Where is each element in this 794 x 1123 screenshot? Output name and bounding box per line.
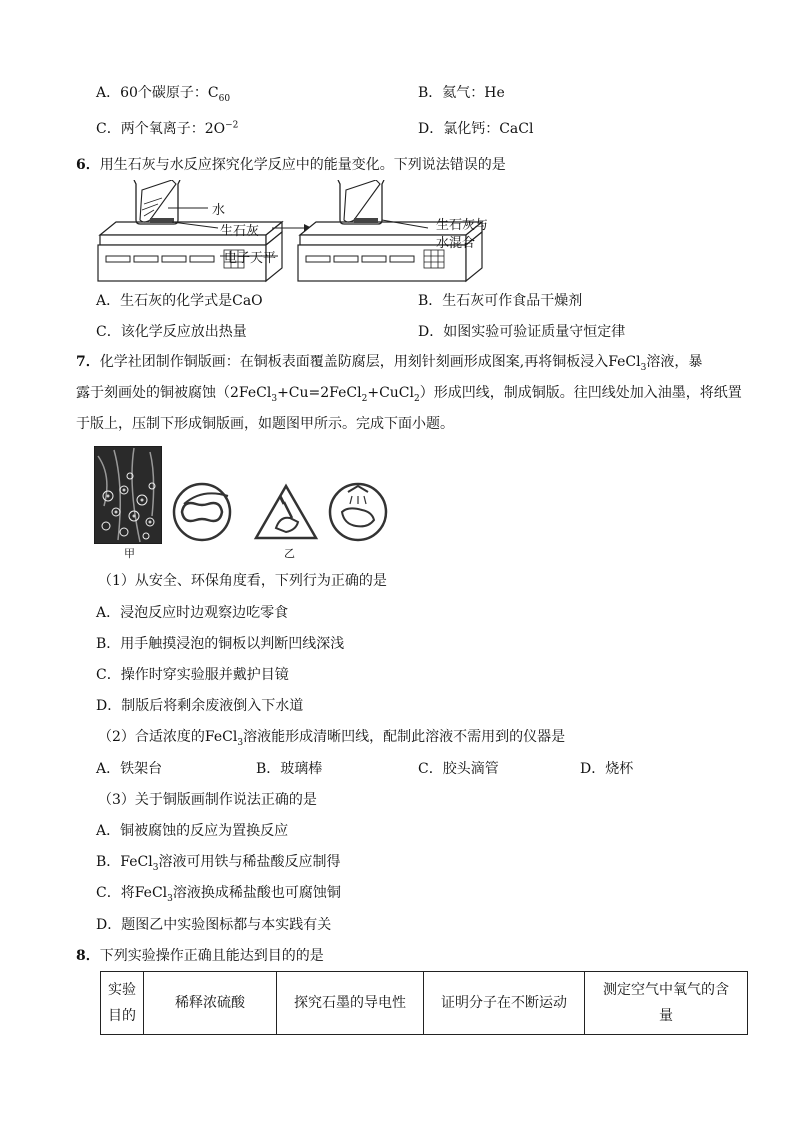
q7-stem-2d: ）形成凹线，制成铜版。往凹线处加入油墨，将纸置 (419, 385, 742, 401)
q5-option-b: B．氦气：He (418, 85, 505, 101)
table-cell (585, 972, 748, 1035)
table-row (101, 972, 748, 1035)
q7-sub1-option-c: C．操作时穿实验服并戴护目镜 (96, 667, 289, 683)
table-cell: 探究石墨的导电性 (277, 972, 424, 1035)
q7-sub1-option-d: D．制版后将剩余废液倒入下水道 (96, 698, 304, 714)
q8-stem-text: 下列实验操作正确且能达到目的的是 (99, 948, 324, 964)
q7-stem-1a: 化学社团制作铜版画：在铜板表面覆盖防腐层，用刻针刻画形成图案,再将铜板浸入FeCl (99, 354, 641, 370)
q7-stem-2a-sub: 3 (271, 393, 278, 404)
cell-line-2: 量 (659, 1008, 673, 1024)
q7-sub3-option-b-b: 溶液可用铁与稀盐酸反应制得 (158, 854, 341, 870)
header-line-2: 目的 (108, 1008, 136, 1024)
q7-sub2-stem-a: （2）合适浓度的FeCl (98, 729, 238, 745)
q7-sub2-option-d: D．烧杯 (580, 761, 634, 777)
q5-option-c-text: C．两个氧离子：2O (96, 121, 226, 137)
q8-stem (76, 945, 324, 965)
q7-sub3-option-b (96, 851, 340, 873)
q7-sub1-option-a: A．浸泡反应时边观察边吃零食 (96, 605, 289, 621)
q7-stem-1a-sub: 3 (640, 362, 647, 373)
cell-line-1: 测定空气中氧气的含 (603, 982, 729, 998)
q7-number: 7． (76, 354, 100, 370)
q7-stem-1b: 溶液，暴 (646, 354, 703, 370)
q7-stem-2b: +Cu=2FeCl (277, 385, 362, 401)
q7-stem-2a: 露于刻画处的铜被腐蚀（2FeCl (76, 385, 272, 401)
q7-sub3-option-b-a: B．FeCl (96, 854, 153, 870)
label-electronic-balance: 电子天平 (224, 251, 277, 266)
table-header-cell (101, 972, 144, 1035)
q6-option-b: B．生石灰可作食品干燥剂 (418, 293, 583, 309)
q6-option-a: A．生石灰的化学式是CaO (96, 293, 263, 309)
q6-stem-text: 用生石灰与水反应探究化学反应中的能量变化。下列说法错误的是 (99, 157, 506, 173)
q5-option-a (96, 82, 230, 104)
q7-sub1-stem: （1）从安全、环保角度看，下列行为正确的是 (98, 573, 387, 589)
q6-option-c: C．该化学反应放出热量 (96, 324, 247, 340)
q5-option-a-sub: 60 (218, 93, 231, 104)
q7-sub3-option-d: D．题图乙中实验图标都与本实践有关 (96, 917, 332, 933)
safety-icons-figure (172, 482, 388, 542)
figure-label-jia: 甲 (124, 547, 135, 560)
q7-sub3-option-c-b: 溶液换成稀盐酸也可腐蚀铜 (172, 885, 341, 901)
q7-stem-2b-sub: 2 (361, 393, 368, 404)
q7-sub3-option-a: A．铜被腐蚀的反应为置换反应 (96, 823, 289, 839)
copper-print-image (94, 446, 162, 544)
q7-stem-2c-sub: 2 (414, 393, 420, 404)
label-mixed-2: 水混合 (436, 236, 476, 251)
q8-number: 8． (76, 948, 100, 964)
label-mixed-1: 生石灰与 (436, 218, 489, 233)
q7-sub3-stem: （3）关于铜版画制作说法正确的是 (98, 792, 317, 808)
figure-label-yi: 乙 (284, 547, 295, 560)
q7-stem-line-2 (76, 383, 742, 409)
q7-stem-line-3: 于版上，压制下形成铜版画，如题图甲所示。完成下面小题。 (76, 416, 454, 432)
q7-sub2-stem-sub: 3 (237, 737, 244, 748)
q5-option-d: D．氯化钙：CaCl (418, 121, 534, 137)
label-quicklime: 生石灰 (220, 224, 260, 239)
q6-number: 6． (76, 157, 100, 173)
q5-option-a-text: A．60个碳原子：C (96, 85, 219, 101)
q7-stem-line-1 (76, 352, 702, 378)
q5-option-c-sup: −2 (225, 120, 239, 131)
q5-option-c (96, 118, 238, 138)
q8-table (100, 971, 748, 1035)
q7-sub2-option-a: A．铁架台 (96, 761, 163, 777)
q7-sub2-stem (98, 726, 565, 748)
q7-sub3-option-c-a: C．将FeCl (96, 885, 168, 901)
q7-sub3-option-b-sub: 3 (152, 862, 159, 873)
q7-sub2-option-c: C．胶头滴管 (418, 761, 499, 777)
table-cell: 稀释浓硫酸 (144, 972, 277, 1035)
header-line-1: 实验 (108, 982, 136, 998)
q7-sub2-stem-b: 溶液能形成清晰凹线，配制此溶液不需用到的仪器是 (243, 729, 566, 745)
q6-option-d: D．如图实验可验证质量守恒定律 (418, 324, 626, 340)
q7-stem-2c: +CuCl (367, 385, 414, 401)
q6-stem (76, 154, 506, 174)
q7-sub1-option-b: B．用手触摸浸泡的铜板以判断凹线深浅 (96, 636, 345, 652)
goggles-icon (174, 484, 230, 540)
q7-sub3-option-c (96, 882, 341, 904)
hand-washing-icon (330, 484, 386, 540)
q7-sub3-option-c-sub: 3 (167, 893, 173, 904)
table-cell: 证明分子在不断运动 (424, 972, 585, 1035)
q7-sub2-option-b: B．玻璃棒 (256, 761, 323, 777)
label-water: 水 (212, 203, 226, 218)
sharp-object-warning-icon (256, 486, 316, 538)
